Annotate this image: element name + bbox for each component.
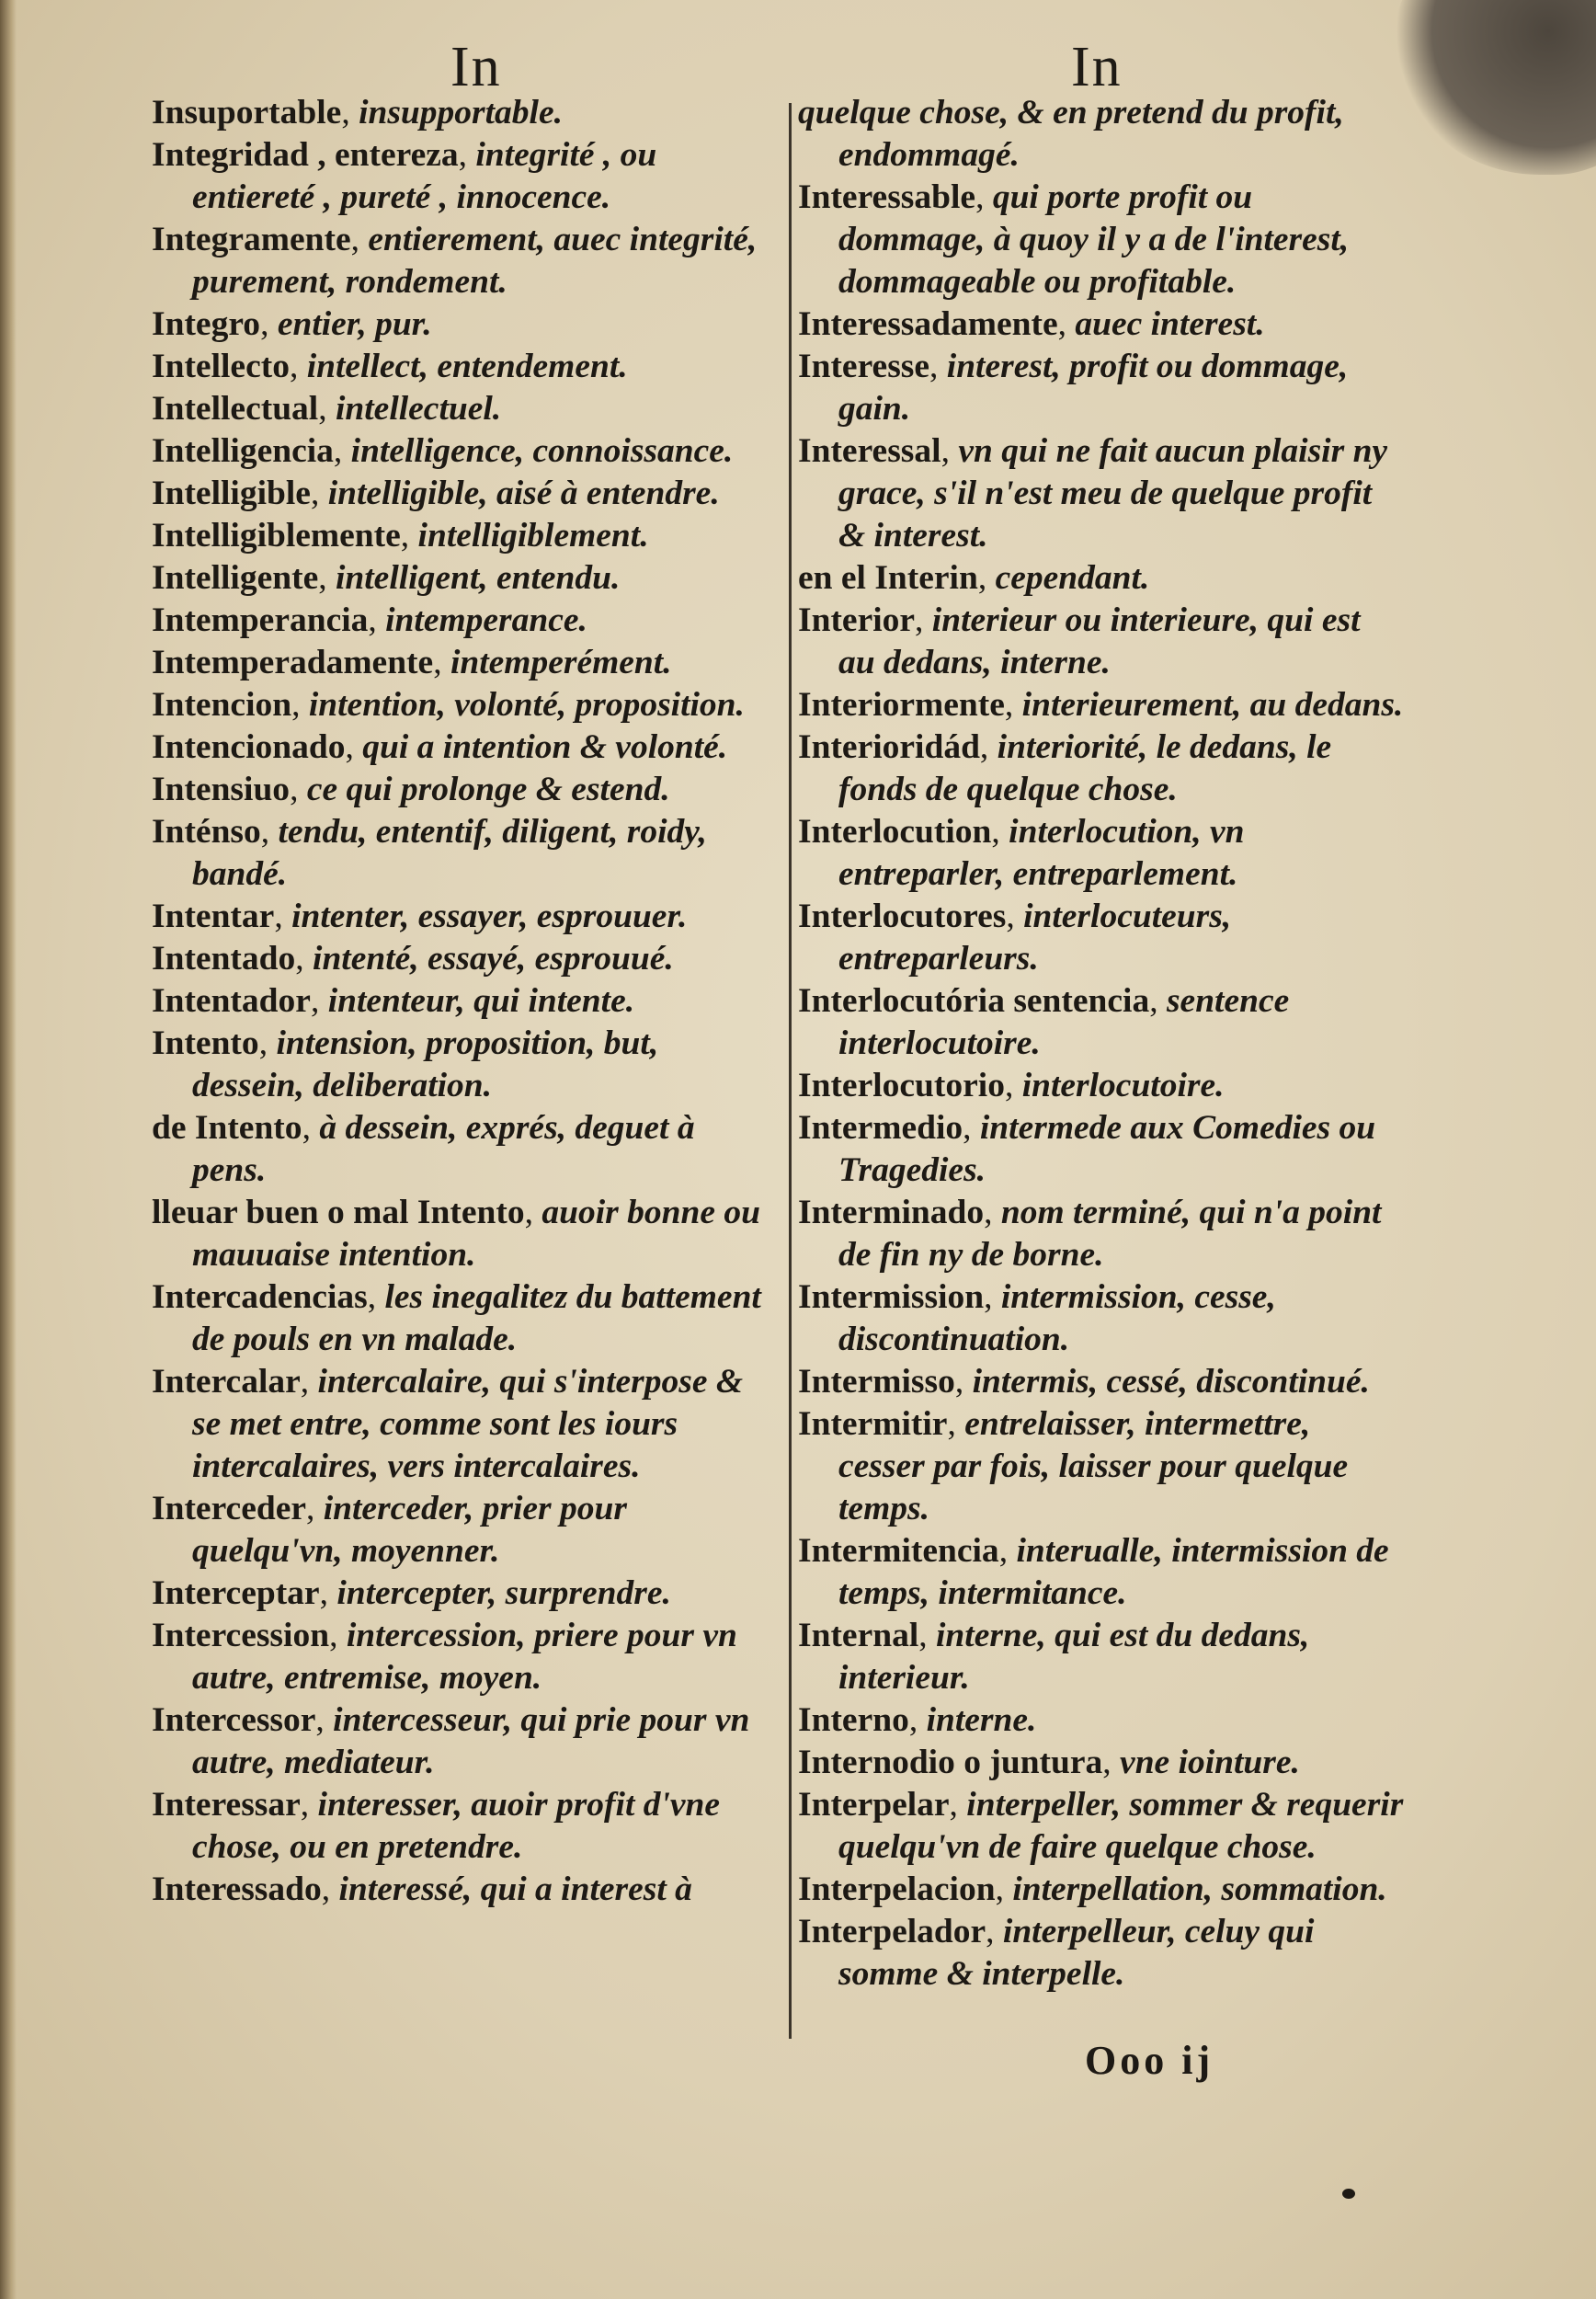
signature-mark: Ooo ij — [1085, 2038, 1214, 2083]
entry-definition: tendu, ententif, diligent, roidy, bandé. — [192, 813, 707, 893]
entry-definition: intelligence, connoissance. — [350, 432, 734, 470]
entry-headword: Intermedio — [798, 1109, 963, 1147]
entry-definition: intercalaire, qui s'interpose & se met entre, comme sont les iours intercalaires, vers intercalaires. — [192, 1363, 744, 1485]
entry-headword: Interlocution — [798, 813, 992, 851]
entry-headword: Intercessor — [152, 1701, 316, 1739]
entry-definition: interualle, intermission de temps, intermitance. — [838, 1532, 1389, 1612]
entry-definition: intenté, essayé, esprouué. — [313, 940, 674, 978]
entry-definition: interpelleur, celuy qui somme & interpelle. — [838, 1913, 1315, 1993]
entry-definition: intelligible, aisé à entendre. — [327, 475, 720, 512]
entry-headword: Interno — [798, 1701, 909, 1739]
entry-definition: cependant. — [995, 559, 1150, 597]
running-header-left: In — [450, 36, 502, 98]
entry-headword: Interessado — [152, 1870, 322, 1908]
dictionary-entry: Intensiuo, ce qui prolonge & estend. — [152, 771, 670, 808]
entry-headword: Interessar — [152, 1786, 301, 1824]
running-header-right: In — [1071, 36, 1123, 98]
dictionary-entry: de Intento, à dessein, exprés, deguet à pens. — [152, 1109, 695, 1189]
entry-headword: Interessal — [798, 432, 941, 470]
entry-definition: intercession, priere pour vn autre, entremise, moyen. — [192, 1617, 737, 1697]
entry-definition: intelligent, entendu. — [335, 559, 621, 597]
entry-headword: Interminado — [798, 1194, 985, 1231]
entry-headword: en el Interin — [798, 559, 978, 597]
left-column — [152, 92, 777, 1911]
entry-headword: Intencion — [152, 686, 292, 724]
entry-definition: intellectuel. — [335, 390, 502, 428]
entry-definition: sentence interlocutoire. — [838, 982, 1290, 1062]
dictionary-entry: Interessadamente, auec interest. — [798, 305, 1265, 343]
dictionary-entry: lleuar buen o mal Intento, auoir bonne ou mauuaise intention. — [152, 1194, 760, 1274]
dictionary-entry: Intercadencias, les inegalitez du battement de pouls en vn malade. — [152, 1278, 761, 1358]
entry-definition: à dessein, exprés, deguet à pens. — [192, 1109, 695, 1189]
entry-definition: intelligiblement. — [417, 517, 649, 555]
entry-headword: Interlocutores — [798, 898, 1007, 935]
entry-headword: Intelligente — [152, 559, 319, 597]
entry-headword: Interpelar — [798, 1786, 950, 1824]
entry-headword: Interlocutorio — [798, 1067, 1005, 1104]
entry-definition: interlocuteurs, entreparleurs. — [838, 898, 1232, 978]
dictionary-entry: Integridad , entereza, integrité , ou entiereté , pureté , innocence. — [152, 136, 657, 216]
entry-definition: intercesseur, qui prie pour vn autre, mediateur. — [192, 1701, 750, 1781]
entry-headword: Interiormente — [798, 686, 1005, 724]
dictionary-entry: Interessal, vn qui ne fait aucun plaisir ny grace, s'il n'est meu de quelque profit & interest. — [798, 432, 1388, 555]
entry-headword: Intercalar — [152, 1363, 301, 1401]
entry-definition: intemperance. — [385, 601, 587, 639]
dictionary-entry: Intermitir, entrelaisser, intermettre, cesser par fois, laisser pour quelque temps. — [798, 1405, 1349, 1527]
page-binding-edge — [0, 0, 17, 2299]
entry-definition: les inegalitez du battement de pouls en vn malade. — [192, 1278, 761, 1358]
dictionary-entry: Intercessor, intercesseur, qui prie pour vn autre, mediateur. — [152, 1701, 750, 1781]
entry-headword: Interceptar — [152, 1574, 320, 1612]
entry-headword: Intentador — [152, 982, 311, 1020]
entry-headword: Intermisso — [798, 1363, 955, 1401]
entry-headword: Interpelacion — [798, 1870, 996, 1908]
dictionary-entry: Interceder, interceder, prier pour quelqu'vn, moyenner. — [152, 1490, 627, 1570]
entry-definition: qui a intention & volonté. — [362, 728, 728, 766]
entry-headword: Integro — [152, 305, 261, 343]
dictionary-entry: Intermitencia, interualle, intermission de temps, intermitance. — [798, 1532, 1389, 1612]
entry-definition: insupportable. — [359, 94, 563, 132]
entry-definition: quelque chose, & en pretend du profit, endommagé. — [798, 94, 1344, 174]
entry-definition: interpeller, sommer & requerir quelqu'vn de faire quelque chose. — [838, 1786, 1404, 1866]
entry-definition: interiorité, le dedans, le fonds de quelque chose. — [838, 728, 1332, 808]
entry-definition: vn qui ne fait aucun plaisir ny grace, s'il n'est meu de quelque profit & interest. — [838, 432, 1388, 555]
dictionary-entry: Intentar, intenter, essayer, esprouuer. — [152, 898, 688, 935]
entry-headword: Interlocutória sentencia — [798, 982, 1150, 1020]
dictionary-entry: Intellecto, intellect, entendement. — [152, 348, 628, 385]
dictionary-entry: Interessado, interessé, qui a interest à — [152, 1870, 692, 1908]
entry-definition: interne. — [926, 1701, 1037, 1739]
dictionary-entry: Interlocutorio, interlocutoire. — [798, 1067, 1225, 1104]
entry-headword: Intencionado — [152, 728, 346, 766]
entry-definition: qui porte profit ou dommage, à quoy il y a de l'interest, dommageable ou profitable. — [838, 178, 1350, 301]
right-column — [798, 92, 1405, 1996]
entry-definition: auoir bonne ou mauuaise intention. — [192, 1194, 760, 1274]
entry-headword: Intelligencia — [152, 432, 334, 470]
dictionary-entry: Intermedio, intermede aux Comedies ou Tragedies. — [798, 1109, 1376, 1189]
dictionary-entry: Intermission, intermission, cesse, discontinuation. — [798, 1278, 1276, 1358]
dictionary-entry: Integramente, entierement, auec integrité, purement, rondement. — [152, 221, 758, 301]
dictionary-entry: Inténso, tendu, ententif, diligent, roidy, bandé. — [152, 813, 707, 893]
entry-headword: Integramente — [152, 221, 351, 258]
ink-stain — [1394, 0, 1596, 175]
entry-headword: Intercession — [152, 1617, 330, 1654]
entry-definition: auec interest. — [1075, 305, 1265, 343]
dictionary-entry: Interceptar, intercepter, surprendre. — [152, 1574, 671, 1612]
dictionary-entry: Intentado, intenté, essayé, esprouué. — [152, 940, 674, 978]
entry-definition: intermede aux Comedies ou Tragedies. — [838, 1109, 1376, 1189]
entry-definition: nom terminé, qui n'a point de fin ny de borne. — [838, 1194, 1382, 1274]
dictionary-entry: Intelligente, intelligent, entendu. — [152, 559, 621, 597]
dictionary-entry: Interlocutória sentencia, sentence interlocutoire. — [798, 982, 1290, 1062]
entry-headword: Internal — [798, 1617, 919, 1654]
entry-headword: Intelligiblemente — [152, 517, 401, 555]
entry-headword: Intercadencias — [152, 1278, 368, 1316]
entry-definition: interlocutoire. — [1021, 1067, 1225, 1104]
entry-headword: Intensiuo — [152, 771, 291, 808]
dictionary-entry: Internodio o juntura, vne iointure. — [798, 1744, 1300, 1781]
entry-definition: interne, qui est du dedans, interieur. — [838, 1617, 1310, 1697]
entry-headword: lleuar buen o mal Intento — [152, 1194, 525, 1231]
dictionary-entry: Internal, interne, qui est du dedans, interieur. — [798, 1617, 1310, 1697]
entry-definition: interesser, auoir profit d'vne chose, ou en pretendre. — [192, 1786, 721, 1866]
entry-definition: vne iointure. — [1120, 1744, 1300, 1781]
entry-definition: interest, profit ou dommage, gain. — [838, 348, 1349, 428]
entry-headword: Interesse — [798, 348, 930, 385]
dictionary-entry: Integro, entier, pur. — [152, 305, 432, 343]
dictionary-entry: Interesse, interest, profit ou dommage, gain. — [798, 348, 1349, 428]
entry-definition: intemperément. — [450, 644, 672, 681]
entry-headword: Intento — [152, 1024, 259, 1062]
dictionary-entry: Intencionado, qui a intention & volonté. — [152, 728, 728, 766]
dictionary-entry: Intento, intension, proposition, but, dessein, deliberation. — [152, 1024, 659, 1104]
dictionary-entry: Interminado, nom terminé, qui n'a point de fin ny de borne. — [798, 1194, 1382, 1274]
dictionary-entry: Interioridád, interiorité, le dedans, le fonds de quelque chose. — [798, 728, 1332, 808]
entry-headword: Intermitencia — [798, 1532, 999, 1570]
dictionary-entry: Interessar, interesser, auoir profit d'vne chose, ou en pretendre. — [152, 1786, 721, 1866]
dictionary-entry: Interno, interne. — [798, 1701, 1037, 1739]
entry-definition: interceder, prier pour quelqu'vn, moyenner. — [192, 1490, 627, 1570]
entry-headword: Interior — [798, 601, 916, 639]
entry-definition: integrité , ou entiereté , pureté , innocence. — [192, 136, 657, 216]
dictionary-entry: Interessable, qui porte profit ou dommage, à quoy il y a de l'interest, dommageable ou profitable. — [798, 178, 1350, 301]
column-divider — [789, 103, 792, 2039]
entry-headword: Interessadamente — [798, 305, 1058, 343]
entry-definition: intenter, essayer, esprouuer. — [291, 898, 688, 935]
entry-headword: Inténso — [152, 813, 261, 851]
entry-definition: intenteur, qui intente. — [327, 982, 635, 1020]
entry-headword: Interioridád — [798, 728, 980, 766]
entry-definition: entierement, auec integrité, purement, rondement. — [192, 221, 758, 301]
entry-headword: Interceder — [152, 1490, 306, 1527]
entry-headword: Interessable — [798, 178, 976, 216]
dictionary-entry: Interpelar, interpeller, sommer & requerir quelqu'vn de faire quelque chose. — [798, 1786, 1404, 1866]
dictionary-entry: Intemperadamente, intemperément. — [152, 644, 672, 681]
dictionary-entry: Intentador, intenteur, qui intente. — [152, 982, 635, 1020]
entry-headword: Intellectual — [152, 390, 319, 428]
entry-definition: intercepter, surprendre. — [336, 1574, 671, 1612]
dictionary-entry: Intellectual, intellectuel. — [152, 390, 502, 428]
entry-headword: Intermission — [798, 1278, 985, 1316]
dictionary-entry: Interiormente, interieurement, au dedans. — [798, 686, 1404, 724]
entry-definition: interieurement, au dedans. — [1021, 686, 1404, 724]
dictionary-entry: Interior, interieur ou interieure, qui est au dedans, interne. — [798, 601, 1361, 681]
entry-headword: Intentado — [152, 940, 296, 978]
entry-definition: intellect, entendement. — [306, 348, 628, 385]
entry-definition: intermis, cessé, discontinué. — [972, 1363, 1370, 1401]
dictionary-entry: Intemperancia, intemperance. — [152, 601, 587, 639]
entry-headword: Interpelador — [798, 1913, 986, 1950]
entry-headword: Intentar — [152, 898, 275, 935]
entry-definition: intension, proposition, but, dessein, deliberation. — [192, 1024, 659, 1104]
entry-definition: interlocution, vn entreparler, entreparlement. — [838, 813, 1245, 893]
entry-definition: entrelaisser, intermettre, cesser par fois, laisser pour quelque temps. — [838, 1405, 1349, 1527]
entry-definition: ce qui prolonge & estend. — [306, 771, 670, 808]
dictionary-entry: Intercalar, intercalaire, qui s'interpose & se met entre, comme sont les iours intercalaires, vers intercalaires. — [152, 1363, 744, 1485]
entry-headword: Intelligible — [152, 475, 311, 512]
dictionary-entry: Intencion, intention, volonté, proposition. — [152, 686, 745, 724]
entry-definition: interpellation, sommation. — [1012, 1870, 1387, 1908]
dictionary-entry: Interpelacion, interpellation, sommation. — [798, 1870, 1387, 1908]
entry-definition: interieur ou interieure, qui est au dedans, interne. — [838, 601, 1361, 681]
ink-dot — [1342, 2189, 1355, 2199]
entry-headword: Intellecto — [152, 348, 290, 385]
entry-definition: entier, pur. — [277, 305, 432, 343]
dictionary-entry: Interpelador, interpelleur, celuy qui somme & interpelle. — [798, 1913, 1315, 1993]
entry-headword: Intermitir — [798, 1405, 948, 1443]
entry-headword: de Intento — [152, 1109, 302, 1147]
dictionary-entry: Intelligiblemente, intelligiblement. — [152, 517, 649, 555]
entry-definition: intermission, cesse, discontinuation. — [838, 1278, 1276, 1358]
entry-headword: Intemperancia — [152, 601, 369, 639]
dictionary-entry: Interlocution, interlocution, vn entreparler, entreparlement. — [798, 813, 1245, 893]
dictionary-entry — [798, 92, 1405, 177]
dictionary-entry: Intermisso, intermis, cessé, discontinué. — [798, 1363, 1370, 1401]
entry-headword: Intemperadamente — [152, 644, 434, 681]
dictionary-entry: en el Interin, cependant. — [798, 559, 1150, 597]
dictionary-entry: Intelligencia, intelligence, connoissance. — [152, 432, 734, 470]
entry-definition: intention, volonté, proposition. — [308, 686, 745, 724]
dictionary-entry: Intelligible, intelligible, aisé à entendre. — [152, 475, 720, 512]
dictionary-entry: Interlocutores, interlocuteurs, entreparleurs. — [798, 898, 1232, 978]
entry-headword: Internodio o juntura — [798, 1744, 1103, 1781]
dictionary-entry: Intercession, intercession, priere pour vn autre, entremise, moyen. — [152, 1617, 737, 1697]
entry-definition: interessé, qui a interest à — [338, 1870, 692, 1908]
dictionary-entry: Insuportable, insupportable. — [152, 94, 563, 132]
entry-headword: Insuportable — [152, 94, 342, 132]
entry-headword: Integridad , entereza — [152, 136, 459, 174]
